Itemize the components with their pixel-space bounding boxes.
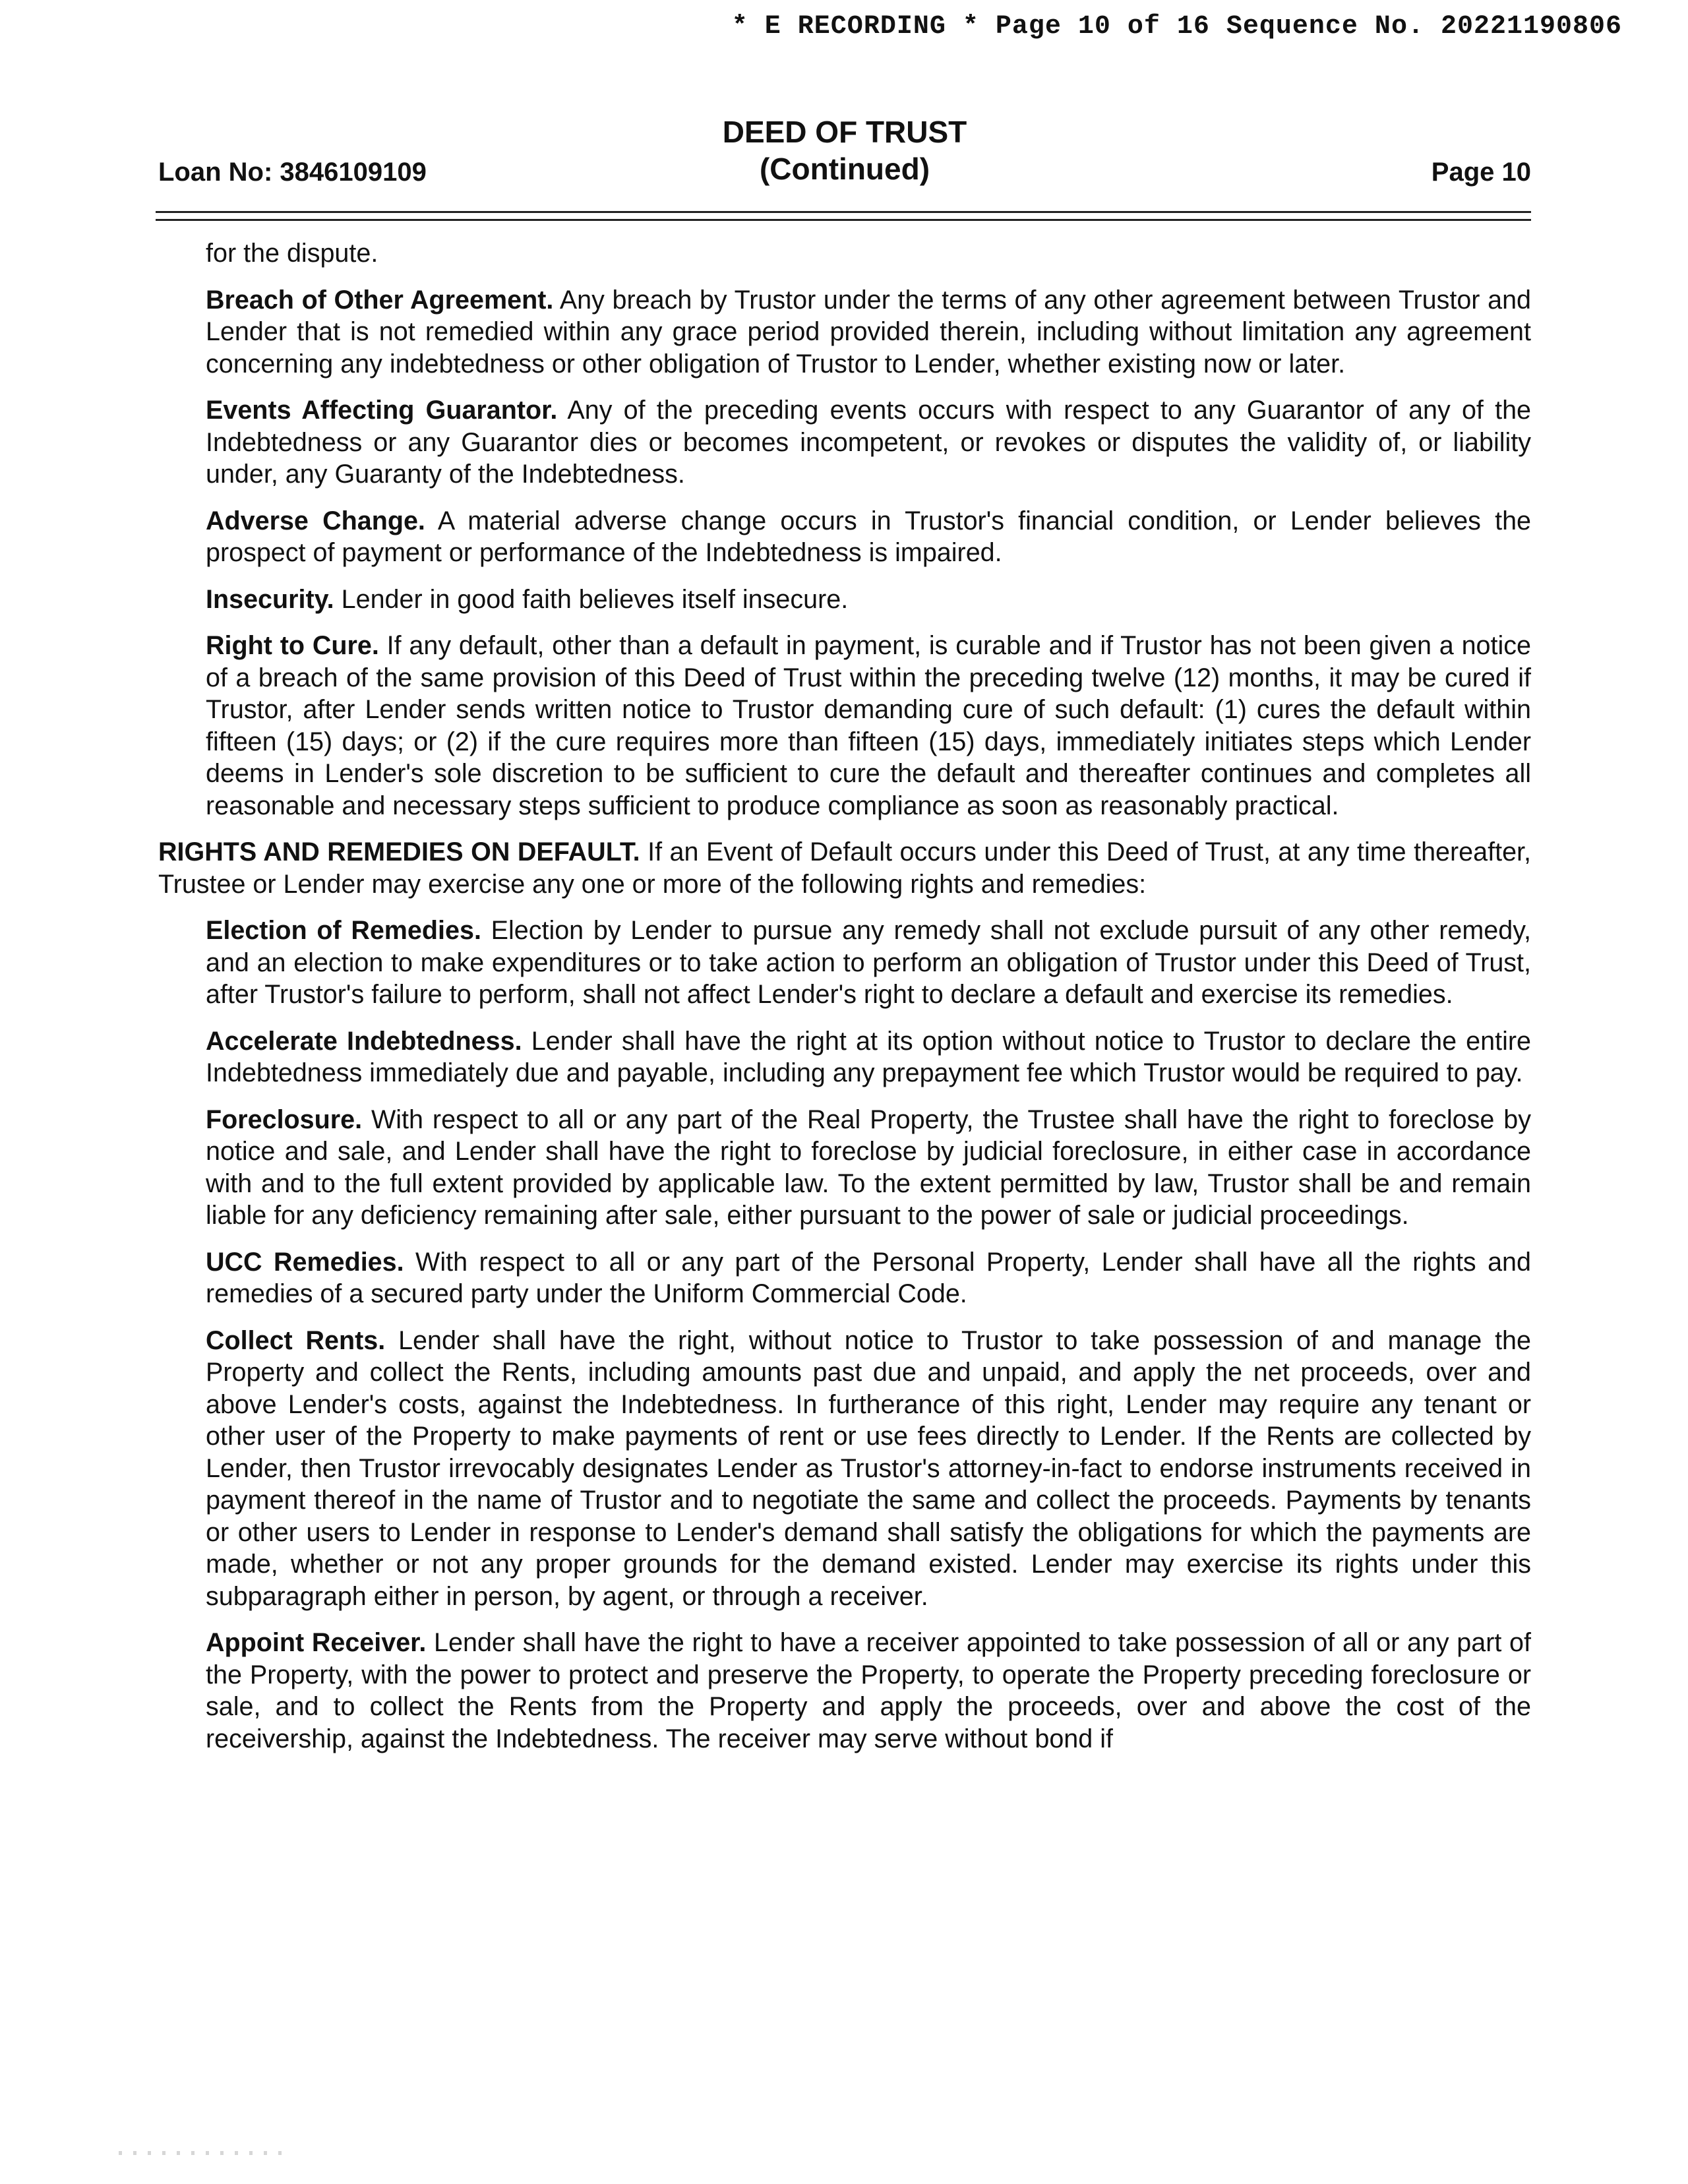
paragraph-text: for the dispute. — [206, 239, 378, 268]
paragraph-heading: Events Affecting Guarantor. — [206, 396, 558, 425]
page-header — [158, 113, 1531, 193]
remedy-heading: Election of Remedies. — [206, 916, 481, 945]
remedy-heading: Foreclosure. — [206, 1105, 363, 1134]
paragraph-continued — [206, 237, 1531, 270]
document-title-line2: (Continued) — [759, 152, 930, 186]
remedy-election-of-remedies — [206, 915, 1531, 1011]
paragraph-events-affecting-guarantor — [206, 394, 1531, 491]
section-heading: RIGHTS AND REMEDIES ON DEFAULT. — [158, 837, 640, 866]
remedy-heading: Collect Rents. — [206, 1325, 386, 1355]
page-number: Page 10 — [1431, 158, 1531, 187]
paragraph-text: A material adverse change occurs in Trustor's financial condition, or Lender believes the prospect of payment or performance of the Indebtedness is impaired. — [206, 506, 1532, 567]
paragraph-heading: Insecurity. — [206, 584, 334, 614]
paragraph-adverse-change — [206, 505, 1531, 569]
paragraph-text: Any of the preceding events occurs with respect to any Guarantor of any of the Indebtedness or any Guarantor dies or becomes incompetent, or revokes or disputes the validity of, or liability under, any Guaranty of the Indebtedness. — [206, 396, 1532, 489]
document-title-line1: DEED OF TRUST — [722, 115, 967, 149]
remedy-heading: UCC Remedies. — [206, 1247, 404, 1277]
scan-artifact — [119, 2151, 290, 2155]
document-body — [158, 237, 1531, 1769]
paragraph-right-to-cure — [206, 630, 1531, 822]
header-divider-bottom — [156, 219, 1531, 221]
remedy-text: With respect to all or any part of the Real Property, the Trustee shall have the right to foreclose by notice and sale, and Lender shall have the right to foreclose by judicial foreclosure, in either case in accordance with and to the full extent provided by applicable law. To the extent permitted by law, Trustor shall be and remain liable for any deficiency remaining after sale, either pursuant to the power of sale or judicial proceedings. — [206, 1105, 1531, 1230]
remedy-text: Lender shall have the right to have a receiver appointed to take possession of all or any part of the Property, with the power to protect and preserve the Property, to operate the Property preceding foreclosure or sale, and to collect the Rents from the Property and apply the proceeds, over and above the cost of the receivership, against the Indebtedness. The receiver may serve without bond if — [206, 1628, 1531, 1753]
remedy-foreclosure — [206, 1104, 1531, 1232]
remedy-collect-rents — [206, 1325, 1531, 1613]
remedy-text: Lender shall have the right at its option without notice to Trustor to declare the entire Indebtedness immediately due and payable, including any prepayment fee which Trustor would be required to pay. — [206, 1026, 1531, 1087]
remedy-heading: Appoint Receiver. — [206, 1628, 427, 1657]
recording-stamp: * E RECORDING * Page 10 of 16 Sequence No. 20221190806 — [731, 12, 1622, 42]
remedy-text: Election by Lender to pursue any remedy shall not exclude pursuit of any other remedy, and an election to make expenditures or to take action to perform an obligation of Trustor under this Deed of Trust, after Trustor's failure to perform, shall not affect Lender's right to declare a default and exercise its remedies. — [206, 916, 1532, 1009]
loan-number: Loan No: 3846109109 — [158, 158, 427, 187]
paragraph-heading: Breach of Other Agreement. — [206, 285, 554, 315]
header-divider-top — [156, 211, 1531, 213]
document-title — [158, 113, 1531, 187]
paragraph-insecurity — [206, 584, 1531, 616]
paragraph-text: If any default, other than a default in payment, is curable and if Trustor has not been given a notice of a breach of the same provision of this Deed of Trust within the preceding twelve (12) months, it may be cured if Trustor, after Lender sends written notice to Trustor demanding cure of such default: (1) cures the default within fifteen (15) days; or (2) if the cure requires more than fifteen (15) days, immediately initiates steps which Lender deems in Lender's sole discretion to be sufficient to cure the default and thereafter continues and completes all reasonable and necessary steps sufficient to produce compliance as soon as reasonably practical. — [206, 631, 1531, 820]
paragraph-heading: Adverse Change. — [206, 506, 425, 535]
remedy-heading: Accelerate Indebtedness. — [206, 1026, 522, 1056]
remedy-text: With respect to all or any part of the Personal Property, Lender shall have all the rights and remedies of a secured party under the Uniform Commercial Code. — [206, 1247, 1531, 1308]
paragraph-text: Lender in good faith believes itself insecure. — [341, 584, 849, 614]
paragraph-breach-of-other-agreement — [206, 284, 1531, 380]
remedy-text: Lender shall have the right, without notice to Trustor to take possession of and manage the Property and collect the Rents, including amounts past due and unpaid, and apply the net proceeds, over and above Lender's costs, against the Indebtedness. In furtherance of this right, Lender may require any tenant or other user of the Property to make payments of rent or use fees directly to Lender. If the Rents are collected by Lender, then Trustor irrevocably designates Lender as Trustor's attorney-in-fact to endorse instruments received in payment thereof in the name of Trustor and to negotiate the same and collect the proceeds. Payments by tenants or other users to Lender in response to Lender's demand shall satisfy the obligations for which the payments are made, whether or not any proper grounds for the demand existed. Lender may exercise its rights under this subparagraph either in person, by agent, or through a receiver. — [206, 1325, 1531, 1611]
section-rights-and-remedies — [158, 836, 1531, 900]
paragraph-heading: Right to Cure. — [206, 631, 379, 660]
paragraph-text: Any breach by Trustor under the terms of any other agreement between Trustor and Lender that is not remedied within any grace period provided therein, including without limitation any agreement concerning any indebtedness or other obligation of Trustor to Lender, whether existing now or later. — [206, 285, 1532, 379]
section-text: If an Event of Default occurs under this Deed of Trust, at any time thereafter, Trustee or Lender may exercise any one or more of the following rights and remedies: — [158, 837, 1531, 899]
remedy-accelerate-indebtedness — [206, 1025, 1531, 1089]
remedy-ucc-remedies — [206, 1246, 1531, 1310]
remedy-appoint-receiver — [206, 1627, 1531, 1755]
